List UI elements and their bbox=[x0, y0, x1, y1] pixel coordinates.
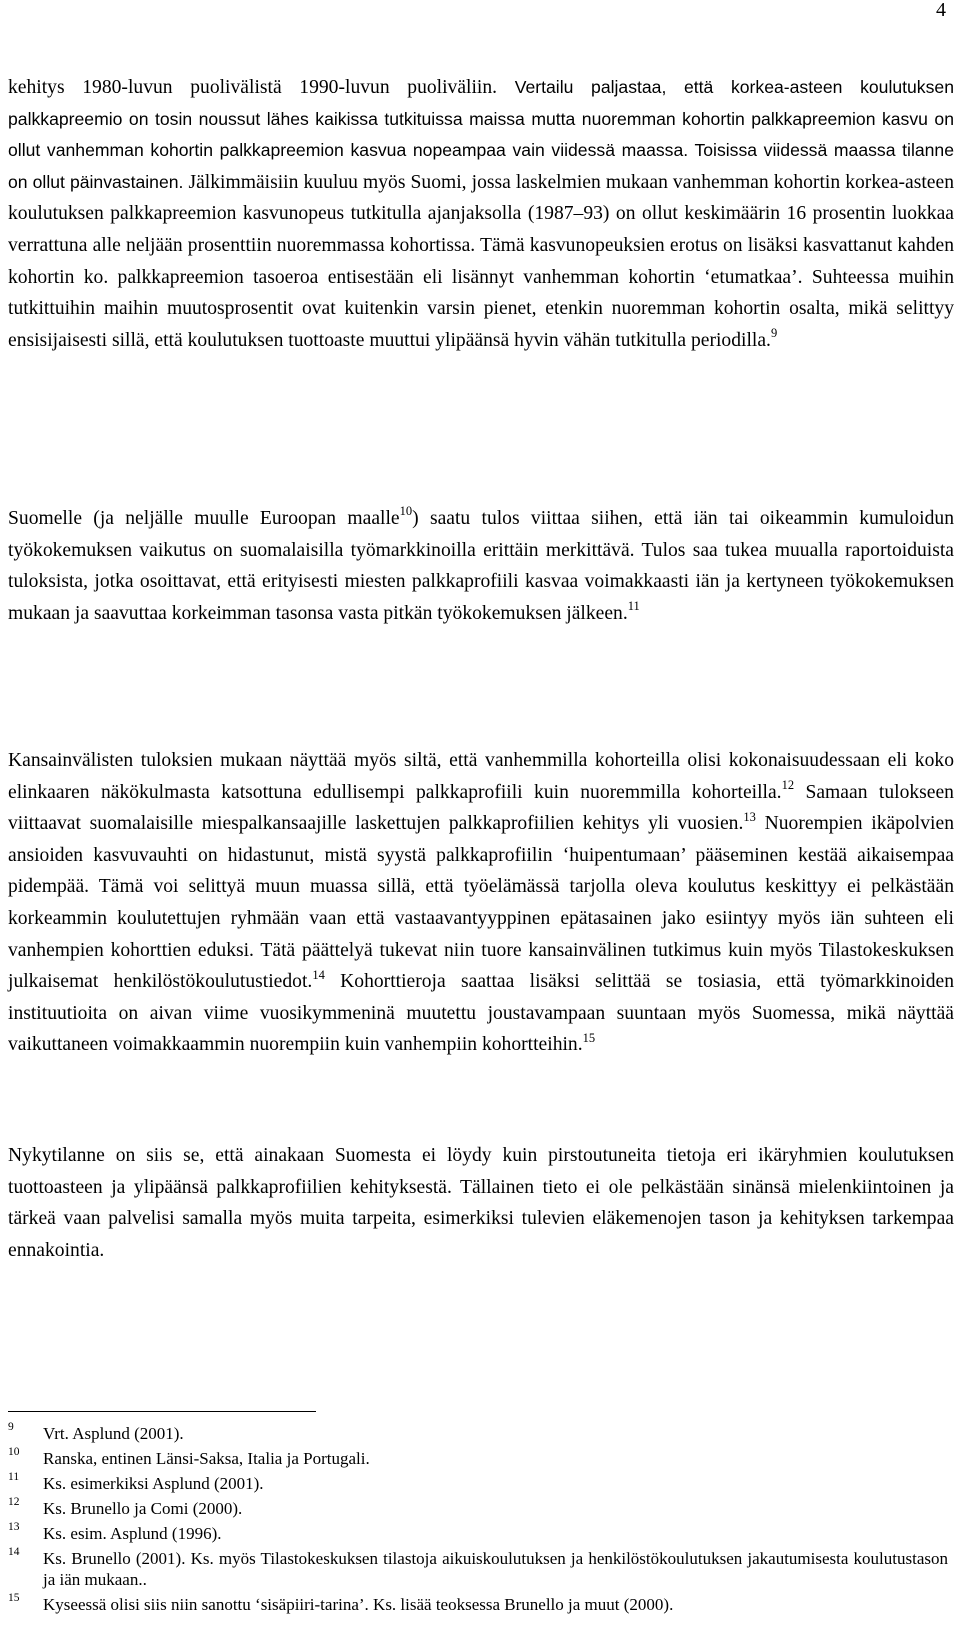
footnote-ref-14: 14 bbox=[312, 967, 325, 982]
paragraph-2-text-b: ) saatu tulos viittaa siihen, että iän tai oikeammin kumuloidun työkokemuksen vaikutus on suomalaisilla työmarkkinoilla erittäin merkittävä. Tulos saa tukea muualla raportoiduista tuloksista, jotka osoittavat, että erityisesti miesten palkkaprofiili kasvaa voimakkaasti iän ja kertyneen työkokemuksen mukaan ja saavuttaa korkeimman tasonsa vasta pitkän työkokemuksen jälkeen. bbox=[8, 508, 954, 624]
footnote-divider bbox=[8, 1411, 316, 1412]
paragraph-3-text-c: Nuorempien ikäpolvien ansioiden kasvuvauhti on hidastunut, mistä syystä palkkaprofiilin ‘huipentumaan’ pääseminen kestää aikaisempaa pidempää. Tämä voi selittyä muun muassa sillä, että työelämässä tarjolla oleva koulutus keskittyy ei pelkästään korkeammin koulutettujen ryhmään vaan että vastaavantyyppinen epätasainen jako esiintyy myös iän suhteen eli vanhempien kohorttien eduksi. Tätä päättelyä tukevat niin tuore kansainvälinen tutkimus kuin myös Tilastokeskuksen julkaisemat henkilöstökoulutustiedot. bbox=[8, 813, 954, 993]
footnote-15 bbox=[8, 1594, 948, 1615]
paragraph-3-text-d: Kohorttieroja saattaa lisäksi selittää se tosiasia, että työmarkkinoiden instituutioita on aivan viime vuosikymmeninä muutettu joustavampaan suuntaan myös Suomessa, mikä näyttää vaikuttaneen voimakkaammin nuorempiin kuin vanhempiin kohortteihin. bbox=[8, 971, 954, 1056]
paragraph-4-text-a: Nykytilanne on siis se, että ainakaan Suomesta ei löydy kuin pirstoutuneita tietoja eri ikäryhmien koulutuksen tuottoasteen ja ylipäänsä palkkaprofiilien kehityksestä. Tällainen tieto ei ole pelkästään sinänsä mielenkiintoinen ja tärkeä vaan palvelisi samalla myös muita tarpeita, esimerkiksi tulevien eläkemenojen tason ja kehityksen tarkempaa ennakointia. bbox=[8, 1145, 954, 1261]
footnote-ref-13: 13 bbox=[743, 809, 756, 824]
footnote-ref-12: 12 bbox=[781, 778, 795, 793]
footnote-10 bbox=[8, 1448, 948, 1469]
footnote-text: Ranska, entinen Länsi-Saksa, Italia ja Portugali. bbox=[43, 1449, 370, 1468]
footnote-ref-15: 15 bbox=[582, 1030, 596, 1045]
footnote-number: 13 bbox=[8, 1521, 20, 1533]
footnotes bbox=[8, 1423, 948, 1619]
footnote-text: Ks. Brunello ja Comi (2000). bbox=[43, 1499, 243, 1518]
paragraph-3-text-b: Samaan tulokseen viittaavat suomalaisille miespalkansaajille laskettujen palkkaprofiilien kehitys yli vuosien. bbox=[8, 781, 954, 835]
footnote-number: 11 bbox=[8, 1471, 20, 1483]
footnote-ref-9: 9 bbox=[770, 326, 778, 341]
footnote-ref-11: 11 bbox=[627, 599, 640, 614]
paragraph-2 bbox=[8, 503, 954, 629]
footnote-text: Ks. Brunello (2001). Ks. myös Tilastokeskuksen tilastoja aikuiskoulutuksen ja henkilöstökoulutuksen jakautumisesta koulutustason ja iän mukaan.. bbox=[43, 1549, 948, 1589]
footnote-number: 14 bbox=[8, 1546, 20, 1558]
paragraph-3 bbox=[8, 745, 954, 1061]
footnote-number: 9 bbox=[8, 1421, 14, 1433]
page-number: 4 bbox=[936, 0, 946, 21]
footnote-ref-10: 10 bbox=[399, 504, 413, 519]
footnote-13 bbox=[8, 1523, 948, 1544]
footnote-11 bbox=[8, 1473, 948, 1494]
paragraph-2-text-a: Suomelle (ja neljälle muulle Euroopan maalle bbox=[8, 508, 400, 529]
footnote-text: Ks. esimerkiksi Asplund (2001). bbox=[43, 1474, 264, 1493]
footnote-text: Kyseessä olisi siis niin sanottu ‘sisäpiiri-tarina’. Ks. lisää teoksessa Brunello ja muut (2000). bbox=[43, 1595, 674, 1614]
paragraph-1-text-a: kehitys 1980-luvun puolivälistä 1990-luvun puoliväliin. bbox=[8, 77, 515, 98]
paragraph-3-text-a: Kansainvälisten tuloksien mukaan näyttää myös siltä, että vanhemmilla kohorteilla olisi kokonaisuudessaan eli koko elinkaaren näkökulmasta katsottuna edullisempi palkkaprofiili kuin nuoremmilla kohorteilla. bbox=[8, 750, 954, 803]
footnote-number: 10 bbox=[8, 1446, 20, 1458]
footnote-number: 15 bbox=[8, 1592, 20, 1604]
footnote-9 bbox=[8, 1423, 948, 1444]
footnote-text: Ks. esim. Asplund (1996). bbox=[43, 1524, 222, 1543]
paragraph-1 bbox=[8, 72, 954, 356]
paragraph-4 bbox=[8, 1140, 954, 1266]
footnote-14 bbox=[8, 1548, 948, 1590]
footnote-12 bbox=[8, 1498, 948, 1519]
footnote-number: 12 bbox=[8, 1496, 20, 1508]
paragraph-1-text-c: Jälkimmäisiin kuuluu myös Suomi, jossa laskelmien mukaan vanhemman kohortin korkea-asteen koulutuksen palkkapreemion kasvunopeus tutkitulla ajanjaksolla (1987–93) on ollut keskimäärin 16 prosentin luokkaa verrattuna alle neljään prosenttiin nuoremmassa kohortissa. Tämä kasvunopeuksien erotus on lisäksi kasvattanut kahden kohortin ko. palkkapreemion tasoeroa entisestään eli lisännyt vanhemman kohortin ‘etumatkaa’. Suhteessa muihin tutkittuihin maihin muutosprosentit ovat kuitenkin varsin pienet, etenkin nuoremman kohortin osalta, mikä selittyy ensisijaisesti sillä, että koulutuksen tuottoaste muuttui ylipäänsä hyvin vähän tutkitulla periodilla. bbox=[8, 171, 954, 351]
footnote-text: Vrt. Asplund (2001). bbox=[43, 1424, 184, 1443]
paragraph-1-text-b: Vertailu paljastaa, että korkea-asteen koulutuksen palkkapreemio on tosin noussut lähes kaikissa tutkituissa maissa mutta nuoremman kohortin palkkapreemion kasvu on ollut vanhemman kohortin palkkapreemion kasvua nopeampaa vain viidessä maassa. Toisissa viidessä maassa tilanne on ollut päinvastainen. bbox=[8, 77, 954, 192]
